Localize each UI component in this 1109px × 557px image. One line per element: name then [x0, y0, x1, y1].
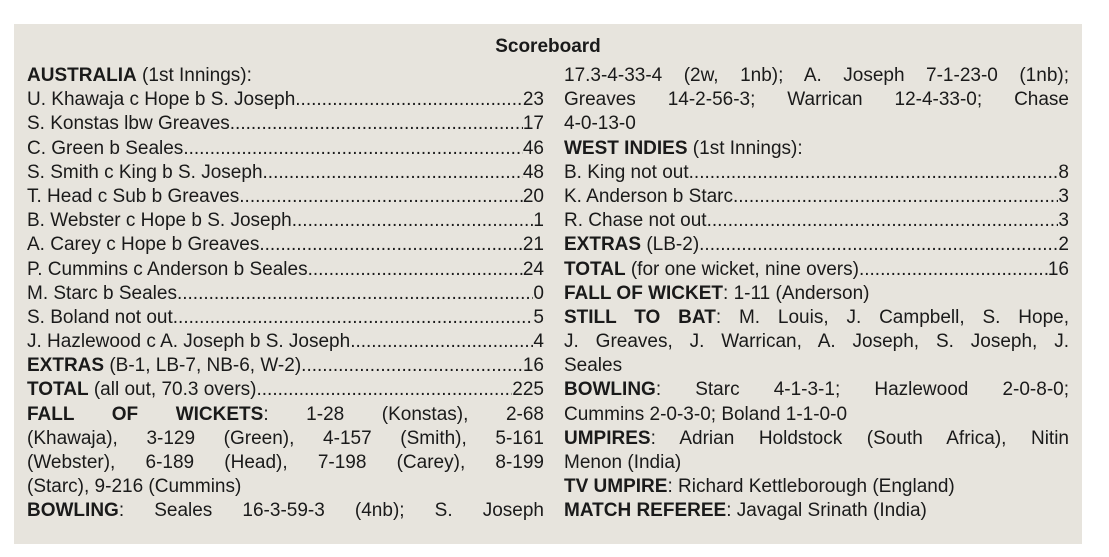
batter-runs: 24: [522, 258, 544, 280]
fow-text: : 1-11 (Anderson): [723, 282, 870, 304]
batter-runs: 23: [522, 89, 544, 111]
batter-runs: 0: [533, 282, 544, 304]
fow-line: (Webster), 6-189 (Head), 7-198 (Carey), 8-199: [27, 452, 544, 473]
fow-label: FALL OF WICKET: [564, 282, 724, 304]
umpires-line: Menon (India): [564, 452, 682, 473]
batter-row: [27, 161, 544, 185]
batter-runs: 46: [522, 137, 544, 159]
bowling-figures: [564, 378, 1069, 402]
batter-row: [564, 209, 1069, 233]
umpires-text: : Adrian Holdstock (South Africa), Nitin: [650, 427, 1069, 449]
fow-label: FALL OF WICKETS: [27, 403, 264, 425]
bowling-continued: 4-0-13-0: [564, 113, 636, 135]
innings-label: (1st Innings):: [136, 65, 252, 86]
batter-name: B. Webster c Hope b S. Joseph: [27, 210, 292, 232]
batter-name: S. Boland not out: [27, 306, 173, 328]
west-indies-heading: [564, 137, 1069, 161]
right-column: [564, 64, 1069, 524]
batter-runs: 1: [533, 210, 544, 232]
batter-row: [27, 306, 544, 330]
team-name: AUSTRALIA: [27, 65, 137, 86]
batter-row: [564, 185, 1069, 209]
batter-name: K. Anderson b Starc: [564, 185, 733, 207]
bowling-text: : Starc 4-1-3-1; Hazlewood 2-0-8-0;: [655, 379, 1069, 401]
batter-row: [27, 330, 544, 354]
bowling-label: BOWLING: [564, 379, 656, 401]
extras-detail: (B-1, LB-7, NB-6, W-2): [104, 355, 302, 377]
batter-runs: 3: [1058, 210, 1069, 232]
batter-row: [27, 258, 544, 282]
extras-runs: 16: [522, 355, 544, 377]
australia-heading: [27, 64, 544, 88]
tv-umpire-label: TV UMPIRE: [564, 476, 668, 498]
batter-row: [27, 112, 544, 136]
batter-name: J. Hazlewood c A. Joseph b S. Joseph: [27, 331, 351, 353]
fow-text: : 1-28 (Konstas), 2-68: [263, 403, 544, 425]
extras-label: EXTRAS: [27, 355, 105, 377]
referee-text: : Javagal Srinath (India): [726, 500, 927, 522]
total-detail: (all out, 70.3 overs): [88, 379, 257, 401]
total-runs: 16: [1047, 258, 1069, 280]
bowling-figures: [27, 499, 544, 523]
extras-label: EXTRAS: [564, 234, 642, 256]
batter-row: [27, 137, 544, 161]
batter-name: S. Smith c King b S. Joseph: [27, 161, 263, 183]
extras-row: [27, 354, 544, 378]
scoreboard-panel: [14, 24, 1082, 544]
batter-name: M. Starc b Seales: [27, 282, 177, 304]
match-referee: [564, 499, 1069, 523]
batter-runs: 48: [522, 161, 544, 183]
batter-runs: 17: [522, 113, 544, 135]
batter-name: S. Konstas lbw Greaves: [27, 113, 230, 135]
scoreboard-title: Scoreboard: [495, 36, 601, 57]
total-row: [27, 378, 544, 402]
tv-umpire: [564, 475, 1069, 499]
batter-runs: 3: [1058, 185, 1069, 207]
fow-line: (Khawaja), 3-129 (Green), 4-157 (Smith), 5-161: [27, 427, 544, 449]
batter-runs: 20: [522, 185, 544, 207]
still-text: : M. Louis, J. Campbell, S. Hope,: [715, 306, 1069, 328]
bowling-continued: 17.3-4-33-4 (2w, 1nb); A. Joseph 7-1-23-0 (1nb);: [564, 65, 1069, 86]
batter-runs: 21: [522, 234, 544, 256]
total-detail: (for one wicket, nine overs): [625, 258, 859, 280]
umpires-label: UMPIRES: [564, 427, 651, 449]
batter-row: [564, 161, 1069, 185]
still-label: STILL TO BAT: [564, 306, 716, 328]
still-line: Seales: [564, 355, 623, 377]
batter-runs: 4: [533, 331, 544, 353]
bowling-label: BOWLING: [27, 500, 119, 522]
batter-row: [27, 209, 544, 233]
total-runs: 225: [512, 379, 544, 401]
extras-row: [564, 233, 1069, 257]
batter-name: A. Carey c Hope b Greaves: [27, 234, 260, 256]
bowling-continued: Greaves 14-2-56-3; Warrican 12-4-33-0; Chase: [564, 89, 1069, 111]
batter-name: T. Head c Sub b Greaves: [27, 185, 240, 207]
batter-name: R. Chase not out: [564, 210, 707, 232]
batter-runs: 5: [533, 306, 544, 328]
total-row: [564, 258, 1069, 282]
batter-name: C. Green b Seales: [27, 137, 184, 159]
fow-line: (Starc), 9-216 (Cummins): [27, 476, 242, 498]
team-name: WEST INDIES: [564, 137, 688, 159]
batter-row: [27, 282, 544, 306]
referee-label: MATCH REFEREE: [564, 500, 727, 522]
still-line: J. Greaves, J. Warrican, A. Joseph, S. Joseph, J.: [564, 331, 1069, 353]
fall-of-wicket: [564, 282, 1069, 306]
batter-name: B. King not out: [564, 161, 689, 183]
batter-name: U. Khawaja c Hope b S. Joseph: [27, 89, 296, 111]
batter-row: [27, 185, 544, 209]
bowling-line: Cummins 2-0-3-0; Boland 1-1-0-0: [564, 403, 848, 425]
bowling-text: : Seales 16-3-59-3 (4nb); S. Joseph: [118, 500, 544, 522]
fall-of-wickets: [27, 403, 544, 427]
batter-row: [27, 233, 544, 257]
umpires: [564, 427, 1069, 451]
tv-umpire-text: : Richard Kettleborough (England): [667, 476, 955, 498]
batter-row: [27, 88, 544, 112]
batter-name: P. Cummins c Anderson b Seales: [27, 258, 308, 280]
total-label: TOTAL: [27, 379, 89, 401]
still-to-bat: [564, 306, 1069, 330]
batter-runs: 8: [1058, 161, 1069, 183]
left-column: [27, 64, 544, 524]
extras-detail: (LB-2): [641, 234, 700, 256]
innings-label: (1st Innings):: [687, 137, 803, 159]
extras-runs: 2: [1058, 234, 1069, 256]
total-label: TOTAL: [564, 258, 626, 280]
